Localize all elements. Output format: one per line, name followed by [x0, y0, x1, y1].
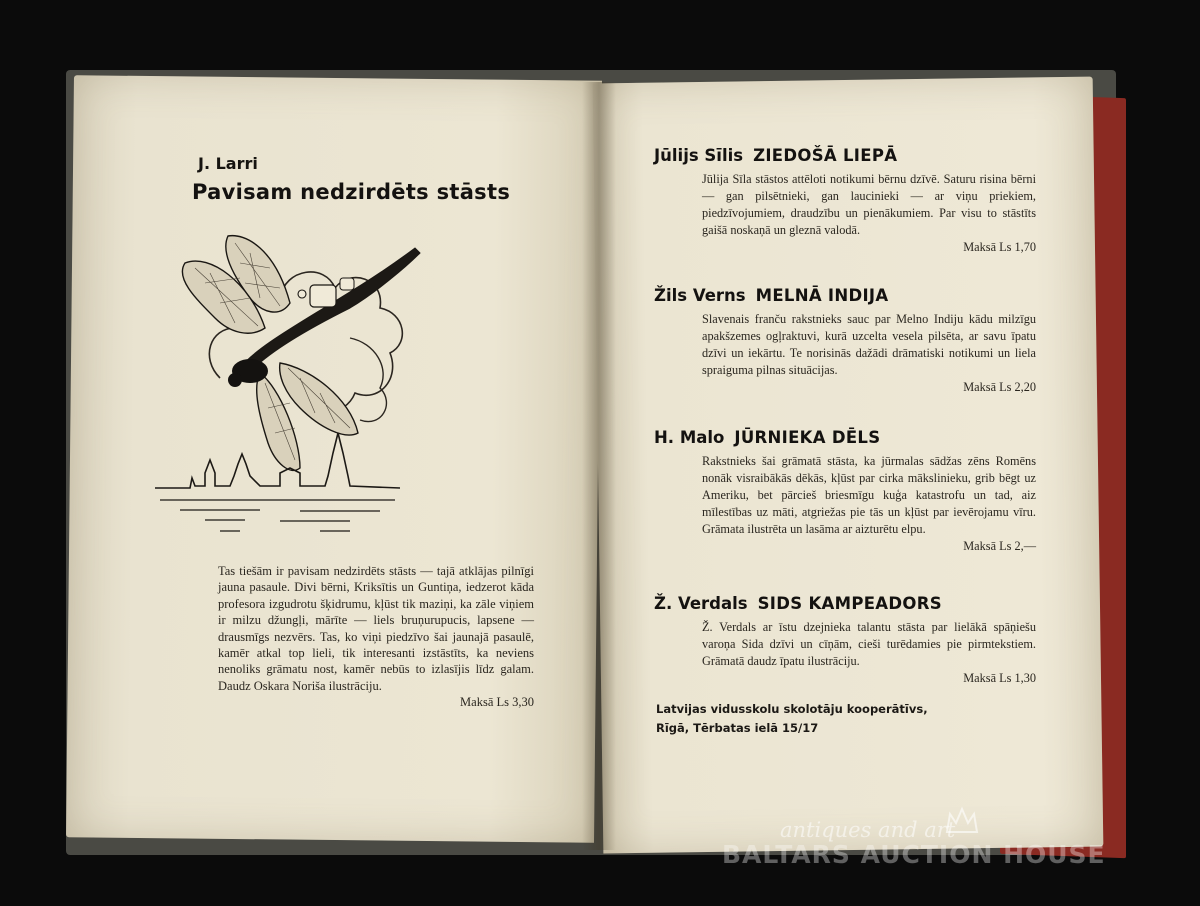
entry-sids-kampeadors [654, 594, 1036, 687]
entry-price: Maksā Ls 2,20 [963, 380, 1036, 394]
entry-title: ZIEDOŠĀ LIEPĀ [753, 146, 898, 165]
book-gutter [582, 82, 616, 850]
entry-melna-indija [654, 286, 1036, 396]
entry-heading [654, 594, 1036, 613]
entry-author: Žils Verns [654, 286, 746, 305]
entry-price: Maksā Ls 1,70 [963, 240, 1036, 254]
entry-heading [654, 428, 1036, 447]
watermark-brand: BALTARS AUCTION HOUSE [722, 840, 1106, 869]
entry-title: JŪRNIEKA DĒLS [734, 428, 881, 447]
publisher-line-1: Latvijas vidusskolu skolotāju kooperātīvs, [656, 702, 928, 716]
left-price: Maksā Ls 3,30 [460, 695, 534, 710]
entry-description-text: Jūlija Sīla stāstos attēloti notikumi bērnu dzīvē. Saturu risina bērni — gan pilsētnieki, gan laucinieki — ar viņu priekiem, piedzīvojumiem, draudzību un pienākumiem. Par visu to stāstīts gaišā noskaņā un gleznā valodā. [702, 172, 1036, 237]
publisher-line-2: Rīgā, Tērbatas ielā 15/17 [656, 721, 819, 735]
entry-heading [654, 146, 1036, 165]
entry-jurnieka-dels [654, 428, 1036, 555]
entry-description-text: Ž. Verdals ar īstu dzejnieka talantu stāsta par lielākā spāņiešu varoņa Sida dzīvi un cīņām, cieši turēdamies pie pirmtekstiem. Grāmatā daudz īpatu ilustrāciju. [702, 620, 1036, 668]
entry-title: MELNĀ INDIJA [755, 286, 889, 305]
entry-description-text: Slavenais franču rakstnieks sauc par Melno Indiju kādu milzīgu apakšzemes ogļraktuvi, kurā uzcelta vesela pilsēta, ar savu īpatu dzīvi un iekārtu. Te norisinās dažādi drāmatiski notikumi un liela spraiguma pilnas situācijas. [702, 312, 1036, 377]
entry-price: Maksā Ls 1,30 [963, 671, 1036, 685]
publisher-info [656, 700, 928, 738]
entry-description [702, 619, 1036, 687]
dragonfly-illustration [150, 228, 425, 548]
watermark-tagline: antiques and art [780, 818, 956, 842]
entry-title: SIDS KAMPEADORS [757, 594, 942, 613]
entry-author: Jūlijs Sīlis [654, 146, 744, 165]
left-title: Pavisam nedzirdēts stāsts [192, 180, 511, 204]
entry-description-text: Rakstnieks šai grāmatā stāsta, ka jūrmalas sādžas zēns Romēns nonāk visraibākās dēkās, kļūst par cirka mākslinieku, grib bēgt uz Ameriku, bet pārcieš briesmīgu kuģa katastrofu un tad, aiz mīlestības uz māti, atgriežas pie tās un kļūst par ievērojamu vīru. Grāmata ilustrēta un lasāma ar aizturētu elpu. [702, 454, 1036, 536]
entry-description [702, 311, 1036, 396]
entry-author: H. Malo [654, 428, 725, 447]
left-author: J. Larri [198, 154, 258, 173]
entry-ziedosa-liepa [654, 146, 1036, 256]
entry-price: Maksā Ls 2,— [963, 539, 1036, 553]
left-description [218, 563, 534, 711]
entry-heading [654, 286, 1036, 305]
entry-description [702, 171, 1036, 256]
entry-author: Ž. Verdals [654, 594, 748, 613]
left-description-text: Tas tiešām ir pavisam nedzirdēts stāsts — tajā atklājas pilnīgi jauna pasaule. Divi bērni, Kriksītis un Guntiņa, iedzerot kāda profesora izgudrotu šķidrumu, kļūst tik maziņi, ka zāle viņiem ir milzu džungļi, mārīte — liels bruņurupucis, lapsene — drausmīgs nezvērs. Tas, ko viņi piedzīvo šai jaunajā pasaulē, kamēr atkal top lieli, tik interesanti izstāstīts, ka neviens nenoliks grāmatu nost, kamēr nebūs to izlasījis līdz galam. Daudz Oskara Noriša ilustrāciju. [218, 564, 534, 693]
entry-description [702, 453, 1036, 555]
